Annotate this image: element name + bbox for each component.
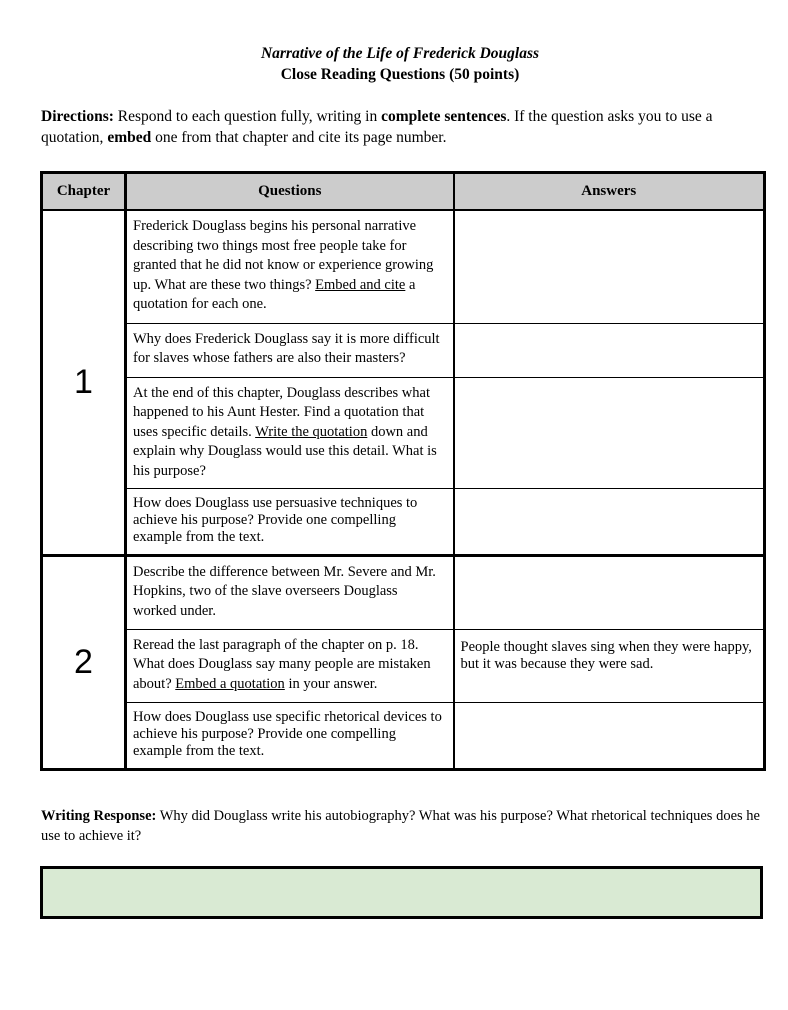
question-text-after: a quotation for each one. [133, 276, 416, 312]
question-cell [126, 377, 454, 488]
answer-cell[interactable] [454, 377, 765, 488]
question-text: Why does Frederick Douglass say it is more difficult for slaves whose fathers are also their masters? [133, 330, 440, 366]
questions-table [40, 171, 766, 771]
writing-response-text: Why did Douglass write his autobiography? What was his purpose? What rhetorical techniques does he use to achieve it? [41, 808, 760, 844]
directions-text-3: one from that chapter and cite its page number. [151, 129, 447, 146]
question-underline: Write the quotation [255, 423, 368, 440]
directions-bold-embed: embed [107, 129, 152, 146]
question-cell [126, 323, 454, 377]
answer-cell[interactable] [454, 210, 765, 323]
answer-cell[interactable] [454, 488, 765, 555]
question-cell [126, 702, 454, 769]
table-row [42, 629, 765, 702]
question-underline: Embed and cite [315, 276, 406, 293]
document-title: Narrative of the Life of Frederick Douglass [260, 45, 540, 62]
question-text-after: down and explain why Douglass would use this detail. What is his purpose? [133, 423, 437, 479]
question-cell [126, 629, 454, 702]
chapter-number-2: 2 [42, 555, 126, 769]
answer-cell[interactable] [454, 323, 765, 377]
answer-cell[interactable] [454, 702, 765, 769]
question-text: How does Douglass use persuasive techniques to achieve his purpose? Provide one compelling example from the text. [133, 494, 418, 545]
table-row [42, 210, 765, 323]
header-chapter: Chapter [42, 173, 126, 211]
table-row [42, 377, 765, 488]
question-cell [126, 555, 454, 629]
header-questions: Questions [126, 173, 454, 211]
table-row [42, 555, 765, 629]
question-text: Frederick Douglass begins his personal narrative describing two things most free people take for granted that he did not know or experience growing up. What are these two things? [133, 218, 434, 293]
question-text: Describe the difference between Mr. Severe and Mr. Hopkins, two of the slave overseers Douglass worked under. [133, 563, 436, 619]
writing-response-label: Writing Response: [41, 808, 157, 824]
directions-text-2: . If the question asks you to use a quotation, [41, 108, 713, 146]
question-cell [126, 210, 454, 323]
writing-response-box[interactable] [40, 866, 763, 919]
chapter-number-1: 1 [42, 210, 126, 555]
directions-bold-complete-sentences: complete sentences [381, 108, 507, 125]
question-text: How does Douglass use specific rhetorical devices to achieve his purpose? Provide one compelling example from the text. [133, 708, 442, 759]
table-row [42, 488, 765, 555]
table-row [42, 323, 765, 377]
question-text-after: in your answer. [284, 675, 378, 692]
directions-label: Directions: [41, 108, 114, 125]
document-subtitle: Close Reading Questions (50 points) [280, 66, 520, 83]
writing-response-prompt [41, 806, 761, 846]
question-text: At the end of this chapter, Douglass describes what happened to his Aunt Hester. Find a quotation that uses specific details. [133, 384, 430, 440]
answer-cell[interactable] [454, 555, 765, 629]
question-underline: Embed a quotation [175, 675, 285, 692]
table-row [42, 702, 765, 769]
answer-cell[interactable]: People thought slaves sing when they were happy, but it was because they were sad. [454, 629, 765, 702]
question-cell [126, 488, 454, 555]
title-block [0, 43, 788, 85]
header-answers: Answers [454, 173, 765, 211]
table-header-row [42, 173, 765, 211]
directions [41, 106, 761, 148]
directions-text-1: Respond to each question fully, writing in [113, 108, 382, 125]
question-text: Reread the last paragraph of the chapter on p. 18. What does Douglass say many people are mistaken about? [133, 636, 431, 692]
